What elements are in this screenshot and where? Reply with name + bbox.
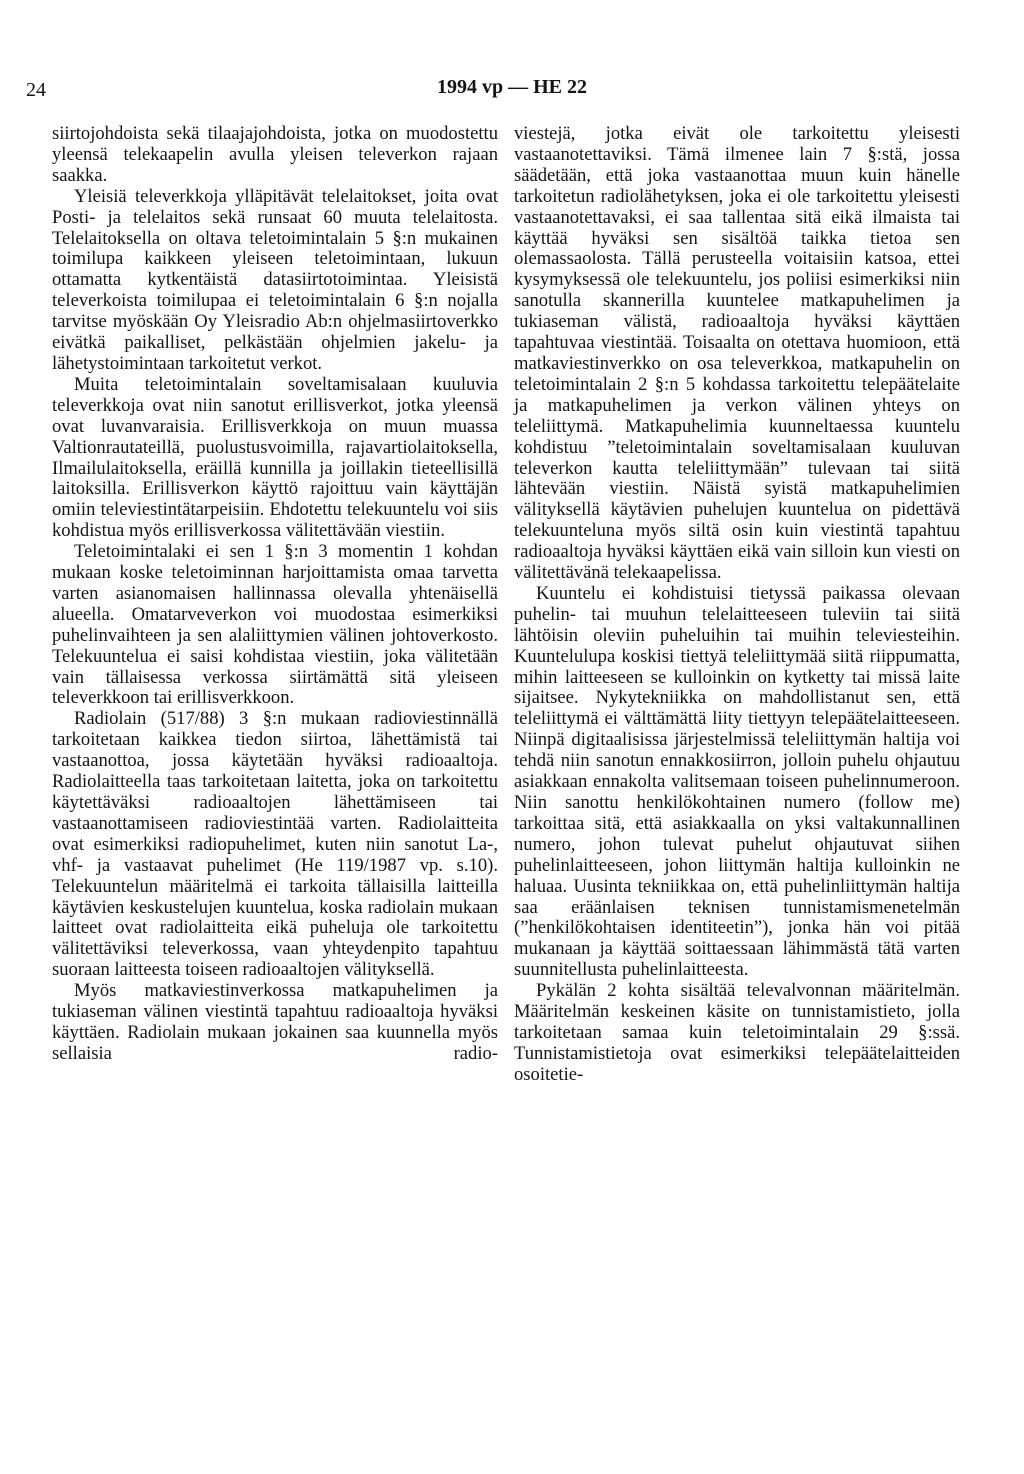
paragraph: Myös matkaviestinverkossa matkapuhelimen ja tukiaseman välinen viestintä tapahtuu radioaaltoja hyväksi käyttäen. Radiolain mukaan jokainen saa kuunnella myös sellaisia radio-: [52, 980, 498, 1064]
paragraph: Kuuntelu ei kohdistuisi tietyssä paikassa olevaan puhelin- tai muuhun telelaitteeseen tuleviin tai siitä lähtöisin oleviin puheluihin tai muihin televiesteihin. Kuuntelulupa koskisi tiettyä teleliittymää siitä riippumatta, mihin laitteeseen se kulloinkin on kytketty tai missä laite sijaitsee. Nykytekniikka on mahdollistanut sen, että teleliittymä ei välttämättä liity tiettyyn telepäätelaitteeseen. Niinpä digitaalisissa järjestelmissä teleliittymän haltija voi tehdä niin sanotun ennakkosiirron, jolloin puhelu ohjautuu asiakkaan ennakolta valitsemaan toiseen puhelinnumeroon. Niin sanottu henkilökohtainen numero (follow me) tarkoittaa sitä, että asiakkaalla on yksi valtakunnallinen numero, johon tulevat puhelut ohjautuvat siihen puhelinlaitteeseen, johon liittymän haltija kulloinkin ne haluaa. Uusinta tekniikkaa on, että puhelinliittymän haltija saa eräänlaisen teknisen tunnistamismenetelmän (”henkilökohtaisen identiteetin”), jonka hän voi pitää mukanaan ja käyttää soittaessaan lähimmästä tätä varten suunnitellusta puhelinlaitteesta.: [514, 582, 960, 981]
paragraph: Teletoimintalaki ei sen 1 §:n 3 momentin 1 kohdan mukaan koske teletoiminnan harjoittamista omaa tarvetta varten asianomaisen hallinnassa olevalla yhtenäisellä alueella. Omatarveverkon voi muodostaa esimerkiksi puhelinvaihteen ja sen alaliittymien välinen johtoverkosto. Telekuuntelua ei saisi kohdistaa viestiin, joka välitetään vain tällaisessa verkossa siirtämättä sitä yleiseen televerkkoon tai erillisverkkoon.: [52, 541, 498, 709]
paragraph: viestejä, jotka eivät ole tarkoitettu yleisesti vastaanotettaviksi. Tämä ilmenee lain 7 §:stä, jossa säädetään, että joka vastaanottaa muun kuin hänelle tarkoitetun radiolähetyksen, joka ei ole tarkoitettu yleisesti vastaanotettavaksi, ei saa tallentaa sitä eikä ilmaista tai käyttää hyväksi sen sisältöä taikka tietoa sen olemassaolosta. Tällä perusteella voitaisiin katsoa, ettei kysymyksessä ole telekuuntelu, jos poliisi esimerkiksi niin sanotulla skannerilla kuuntelee matkapuhelimen ja tukiaseman välistä, radioaaltoja hyväksi käyttäen tapahtuvaa viestintää. Toisaalta on otettava huomioon, että matkaviestinverkko on osa televerkkoa, matkapuhelin on teletoimintalain 2 §:n 5 kohdassa tarkoitettu telepäätelaite ja matkapuhelimen ja verkon välinen yhteys on teleliittymä. Matkapuhelimia kuunneltaessa kuuntelu kohdistuu ”teletoimintalain soveltamisalaan kuuluvan televerkon kautta teleliittymään” tulevaan tai siitä lähtevään viestiin. Näistä syistä matkapuhelimien välityksellä käytävien puhelujen kuuntelua on pidettävä telekuunteluna myös siltä osin kuin viestintä tapahtuu radioaaltoja hyväksi käyttäen eikä vain silloin kun viesti on välitettävänä telekaapelissa.: [514, 123, 960, 584]
left-column: [52, 124, 498, 1065]
paragraph: siirtojohdoista sekä tilaajajohdoista, jotka on muodostettu yleensä telekaapelin avulla yleisen televerkon rajaan saakka.: [52, 123, 498, 186]
running-header: 1994 vp — HE 22: [436, 76, 588, 98]
page-number: 24: [26, 79, 46, 101]
paragraph: Radiolain (517/88) 3 §:n mukaan radioviestinnällä tarkoitetaan kaikkea tiedon siirtoa, lähettämistä tai vastaanottoa, jossa käytetään hyväksi radioaaltoja. Radiolaitteella taas tarkoitetaan laitetta, joka on tarkoitettu käytettäväksi radioaaltojen lähettämiseen tai vastaanottamiseen radioviestintää varten. Radiolaitteita ovat esimerkiksi radiopuhelimet, kuten niin sanotut La-, vhf- ja vastaavat puhelimet (He 119/1987 vp. s.10). Telekuuntelun määritelmä ei tarkoita tällaisilla laitteilla käytävien keskustelujen kuuntelua, koska radiolain mukaan laitteet ovat radiolaitteita eikä puheluja ole tarkoitettu välitettäviksi televerkossa, vaan yhteydenpito tapahtuu suoraan laitteesta toiseen radioaaltojen välityksellä.: [52, 708, 498, 981]
right-column: [514, 124, 960, 1086]
paragraph: Yleisiä televerkkoja ylläpitävät telelaitokset, joita ovat Posti- ja telelaitos sekä runsaat 60 muuta telelaitosta. Telelaitoksella on oltava teletoimintalain 5 §:n mukainen toimilupa kaikkeen yleiseen teletoimintaan, lukuun ottamatta kytkentäistä datasiirtotoimintaa. Yleisistä televerkoista toimilupaa ei teletoimintalain 6 §:n nojalla tarvitse myöskään Oy Yleisradio Ab:n ohjelmasiirtoverkko eivätkä paikalliset, pelkästään ohjelmien jakelu- ja lähetystoimintaan tarkoitetut verkot.: [52, 185, 498, 374]
paragraph: Pykälän 2 kohta sisältää televalvonnan määritelmän. Määritelmän keskeinen käsite on tunnistamistieto, jolla tarkoitetaan samaa kuin teletoimintalain 29 §:ssä. Tunnistamistietoja ovat esimerkiksi telepäätelaitteiden osoitetie-: [514, 980, 960, 1085]
paragraph: Muita teletoimintalain soveltamisalaan kuuluvia televerkkoja ovat niin sanotut erillisverkot, jotka yleensä ovat luvanvaraisia. Erillisverkkoja on muun muassa Valtionrautateillä, puolustusvoimilla, rajavartiolaitoksella, Ilmailulaitoksella, eräillä kunnilla ja joillakin tieteellisillä laitoksilla. Erillisverkon käyttö rajoittuu vain käyttäjän omiin televiestintätarpeisiin. Ehdotettu telekuuntelu voi siis kohdistua myös erillisverkossa välitettävään viestiin.: [52, 373, 498, 542]
